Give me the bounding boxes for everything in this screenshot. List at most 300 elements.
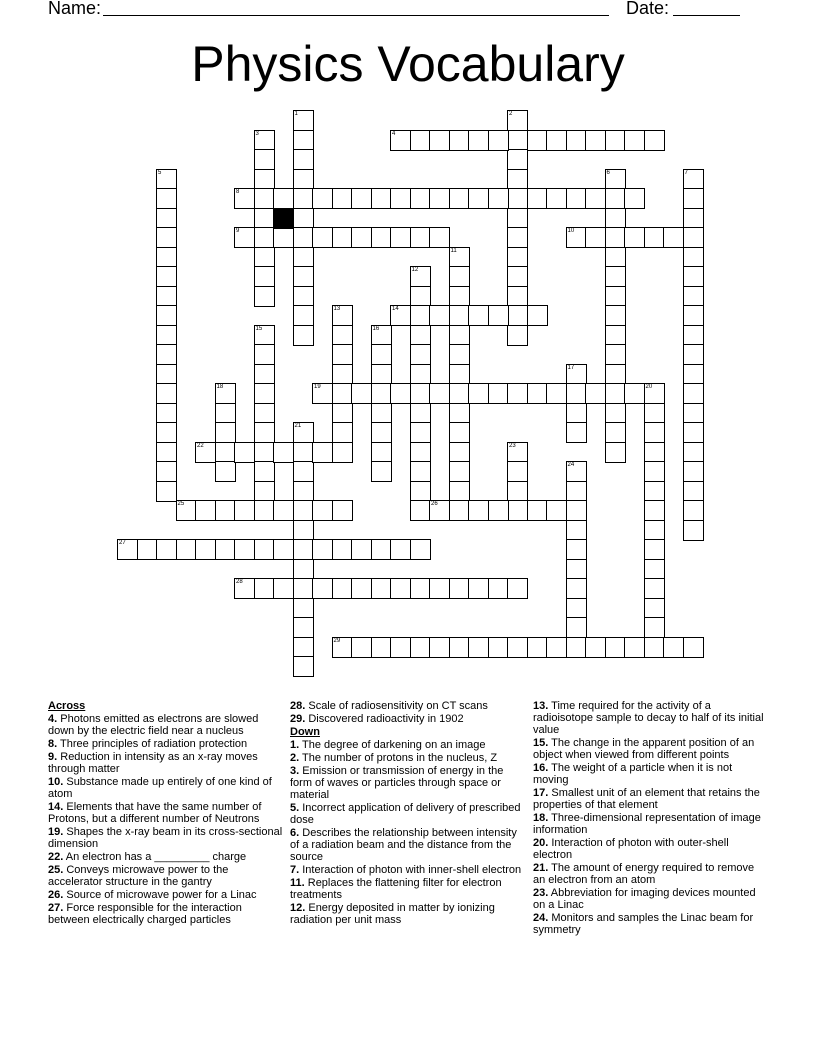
grid-cell[interactable] xyxy=(683,637,704,658)
grid-cell[interactable] xyxy=(410,344,431,365)
grid-cell[interactable] xyxy=(195,500,216,521)
grid-cell[interactable] xyxy=(507,637,528,658)
grid-cell[interactable] xyxy=(371,461,392,482)
grid-cell[interactable] xyxy=(410,578,431,599)
grid-cell[interactable] xyxy=(644,500,665,521)
grid-cell[interactable] xyxy=(507,481,528,502)
grid-cell[interactable] xyxy=(332,305,353,326)
grid-cell[interactable] xyxy=(293,422,314,443)
grid-cell[interactable] xyxy=(273,500,294,521)
grid-cell[interactable] xyxy=(390,539,411,560)
grid-cell[interactable] xyxy=(566,383,587,404)
grid-cell[interactable] xyxy=(254,364,275,385)
grid-cell[interactable] xyxy=(566,364,587,385)
grid-cell[interactable] xyxy=(410,130,431,151)
grid-cell[interactable] xyxy=(449,422,470,443)
grid-cell[interactable] xyxy=(624,637,645,658)
grid-cell[interactable] xyxy=(410,481,431,502)
grid-cell[interactable] xyxy=(683,422,704,443)
grid-cell[interactable] xyxy=(527,637,548,658)
grid-cell[interactable] xyxy=(371,442,392,463)
grid-cell[interactable] xyxy=(215,383,236,404)
grid-cell[interactable] xyxy=(507,461,528,482)
grid-cell[interactable] xyxy=(351,188,372,209)
grid-cell[interactable] xyxy=(683,481,704,502)
grid-cell[interactable] xyxy=(293,520,314,541)
grid-cell[interactable] xyxy=(449,637,470,658)
grid-cell[interactable] xyxy=(468,500,489,521)
grid-cell[interactable] xyxy=(605,442,626,463)
grid-cell[interactable] xyxy=(371,637,392,658)
grid-cell[interactable] xyxy=(156,481,177,502)
grid-cell[interactable] xyxy=(605,247,626,268)
grid-cell[interactable] xyxy=(683,364,704,385)
grid-cell[interactable] xyxy=(507,188,528,209)
grid-cell[interactable] xyxy=(566,403,587,424)
grid-cell[interactable] xyxy=(605,169,626,190)
grid-cell[interactable] xyxy=(293,325,314,346)
grid-cell[interactable] xyxy=(449,344,470,365)
grid-cell[interactable] xyxy=(644,617,665,638)
grid-cell[interactable] xyxy=(468,188,489,209)
grid-cell[interactable] xyxy=(644,383,665,404)
date-line[interactable] xyxy=(673,15,740,16)
grid-cell[interactable] xyxy=(156,227,177,248)
grid-cell[interactable] xyxy=(585,130,606,151)
grid-cell[interactable] xyxy=(195,539,216,560)
grid-cell[interactable] xyxy=(254,578,275,599)
grid-cell[interactable] xyxy=(507,208,528,229)
grid-cell[interactable] xyxy=(293,637,314,658)
grid-cell[interactable] xyxy=(293,247,314,268)
grid-cell[interactable] xyxy=(449,403,470,424)
grid-cell[interactable] xyxy=(156,266,177,287)
grid-cell[interactable] xyxy=(605,266,626,287)
grid-cell[interactable] xyxy=(683,286,704,307)
grid-cell[interactable] xyxy=(293,617,314,638)
grid-cell[interactable] xyxy=(566,422,587,443)
grid-cell[interactable] xyxy=(488,305,509,326)
grid-cell[interactable] xyxy=(468,305,489,326)
grid-cell[interactable] xyxy=(371,325,392,346)
grid-cell[interactable] xyxy=(410,364,431,385)
grid-cell[interactable] xyxy=(254,461,275,482)
grid-cell[interactable] xyxy=(566,578,587,599)
grid-cell[interactable] xyxy=(293,130,314,151)
grid-cell[interactable] xyxy=(683,520,704,541)
grid-cell[interactable] xyxy=(332,578,353,599)
grid-cell[interactable] xyxy=(332,442,353,463)
grid-cell[interactable] xyxy=(156,169,177,190)
grid-cell[interactable] xyxy=(507,383,528,404)
grid-cell[interactable] xyxy=(449,481,470,502)
grid-cell[interactable] xyxy=(507,500,528,521)
grid-cell[interactable] xyxy=(312,500,333,521)
grid-cell[interactable] xyxy=(156,442,177,463)
grid-cell[interactable] xyxy=(410,266,431,287)
grid-cell[interactable] xyxy=(429,305,450,326)
grid-cell[interactable] xyxy=(195,442,216,463)
grid-cell[interactable] xyxy=(527,383,548,404)
grid-cell[interactable] xyxy=(605,422,626,443)
grid-cell[interactable] xyxy=(449,578,470,599)
grid-cell[interactable] xyxy=(371,403,392,424)
grid-cell[interactable] xyxy=(527,500,548,521)
grid-cell[interactable] xyxy=(644,442,665,463)
grid-cell[interactable] xyxy=(215,442,236,463)
grid-cell[interactable] xyxy=(156,364,177,385)
grid-cell[interactable] xyxy=(332,188,353,209)
grid-cell[interactable] xyxy=(351,637,372,658)
grid-cell[interactable] xyxy=(546,188,567,209)
grid-cell[interactable] xyxy=(507,149,528,170)
grid-cell[interactable] xyxy=(215,539,236,560)
grid-cell[interactable] xyxy=(449,325,470,346)
grid-cell[interactable] xyxy=(449,247,470,268)
grid-cell[interactable] xyxy=(683,461,704,482)
grid-cell[interactable] xyxy=(371,539,392,560)
grid-cell[interactable] xyxy=(371,383,392,404)
grid-cell[interactable] xyxy=(390,188,411,209)
grid-cell[interactable] xyxy=(605,286,626,307)
grid-cell[interactable] xyxy=(683,169,704,190)
grid-cell[interactable] xyxy=(449,500,470,521)
grid-cell[interactable] xyxy=(293,598,314,619)
grid-cell[interactable] xyxy=(254,481,275,502)
grid-cell[interactable] xyxy=(507,266,528,287)
grid-cell[interactable] xyxy=(410,403,431,424)
grid-cell[interactable] xyxy=(254,422,275,443)
grid-cell[interactable] xyxy=(293,559,314,580)
grid-cell[interactable] xyxy=(585,188,606,209)
grid-cell[interactable] xyxy=(254,130,275,151)
grid-cell[interactable] xyxy=(683,325,704,346)
grid-cell[interactable] xyxy=(156,305,177,326)
grid-cell[interactable] xyxy=(605,305,626,326)
grid-cell[interactable] xyxy=(332,539,353,560)
grid-cell[interactable] xyxy=(156,344,177,365)
grid-cell[interactable] xyxy=(449,305,470,326)
grid-cell[interactable] xyxy=(488,188,509,209)
grid-cell[interactable] xyxy=(254,149,275,170)
grid-cell[interactable] xyxy=(605,130,626,151)
grid-cell[interactable] xyxy=(644,130,665,151)
grid-cell[interactable] xyxy=(683,500,704,521)
grid-cell[interactable] xyxy=(663,637,684,658)
grid-cell[interactable] xyxy=(312,442,333,463)
grid-cell[interactable] xyxy=(429,383,450,404)
grid-cell[interactable] xyxy=(546,383,567,404)
grid-cell[interactable] xyxy=(254,539,275,560)
grid-cell[interactable] xyxy=(293,149,314,170)
grid-cell[interactable] xyxy=(566,559,587,580)
grid-cell[interactable] xyxy=(293,227,314,248)
grid-cell[interactable] xyxy=(234,500,255,521)
grid-cell[interactable] xyxy=(332,325,353,346)
grid-cell[interactable] xyxy=(156,539,177,560)
grid-cell[interactable] xyxy=(624,227,645,248)
grid-cell[interactable] xyxy=(429,130,450,151)
grid-cell[interactable] xyxy=(410,539,431,560)
grid-cell[interactable] xyxy=(254,500,275,521)
grid-cell[interactable] xyxy=(663,227,684,248)
grid-cell[interactable] xyxy=(156,247,177,268)
grid-cell[interactable] xyxy=(254,344,275,365)
grid-cell[interactable] xyxy=(410,637,431,658)
grid-cell[interactable] xyxy=(176,500,197,521)
grid-cell[interactable] xyxy=(507,247,528,268)
grid-cell[interactable] xyxy=(332,637,353,658)
grid-cell[interactable] xyxy=(624,383,645,404)
grid-cell[interactable] xyxy=(234,188,255,209)
grid-cell[interactable] xyxy=(234,578,255,599)
grid-cell[interactable] xyxy=(507,578,528,599)
grid-cell[interactable] xyxy=(293,481,314,502)
grid-cell[interactable] xyxy=(644,461,665,482)
grid-cell[interactable] xyxy=(683,208,704,229)
grid-cell[interactable] xyxy=(390,637,411,658)
grid-cell[interactable] xyxy=(546,637,567,658)
grid-cell[interactable] xyxy=(410,227,431,248)
grid-cell[interactable] xyxy=(410,188,431,209)
grid-cell[interactable] xyxy=(566,461,587,482)
grid-cell[interactable] xyxy=(683,227,704,248)
grid-cell[interactable] xyxy=(644,403,665,424)
grid-cell[interactable] xyxy=(683,305,704,326)
grid-cell[interactable] xyxy=(449,286,470,307)
grid-cell[interactable] xyxy=(566,188,587,209)
grid-cell[interactable] xyxy=(410,422,431,443)
grid-cell[interactable] xyxy=(312,578,333,599)
grid-cell[interactable] xyxy=(390,383,411,404)
grid-cell[interactable] xyxy=(156,325,177,346)
grid-cell[interactable] xyxy=(293,539,314,560)
grid-cell[interactable] xyxy=(371,422,392,443)
grid-cell[interactable] xyxy=(410,305,431,326)
grid-cell[interactable] xyxy=(527,130,548,151)
grid-cell[interactable] xyxy=(156,286,177,307)
grid-cell[interactable] xyxy=(156,208,177,229)
grid-cell[interactable] xyxy=(449,188,470,209)
grid-cell[interactable] xyxy=(312,188,333,209)
grid-cell[interactable] xyxy=(488,578,509,599)
grid-cell[interactable] xyxy=(215,422,236,443)
grid-cell[interactable] xyxy=(468,578,489,599)
grid-cell[interactable] xyxy=(566,598,587,619)
grid-cell[interactable] xyxy=(605,325,626,346)
grid-cell[interactable] xyxy=(410,383,431,404)
grid-cell[interactable] xyxy=(605,344,626,365)
grid-cell[interactable] xyxy=(156,461,177,482)
grid-cell[interactable] xyxy=(507,286,528,307)
grid-cell[interactable] xyxy=(293,110,314,131)
grid-cell[interactable] xyxy=(371,227,392,248)
grid-cell[interactable] xyxy=(507,110,528,131)
grid-cell[interactable] xyxy=(624,188,645,209)
grid-cell[interactable] xyxy=(644,559,665,580)
grid-cell[interactable] xyxy=(156,422,177,443)
grid-cell[interactable] xyxy=(312,539,333,560)
grid-cell[interactable] xyxy=(585,637,606,658)
grid-cell[interactable] xyxy=(566,520,587,541)
grid-cell[interactable] xyxy=(410,286,431,307)
grid-cell[interactable] xyxy=(644,598,665,619)
grid-cell[interactable] xyxy=(293,442,314,463)
grid-cell[interactable] xyxy=(449,364,470,385)
grid-cell[interactable] xyxy=(254,227,275,248)
grid-cell[interactable] xyxy=(683,188,704,209)
grid-cell[interactable] xyxy=(488,383,509,404)
grid-cell[interactable] xyxy=(605,637,626,658)
grid-cell[interactable] xyxy=(254,266,275,287)
grid-cell[interactable] xyxy=(507,442,528,463)
grid-cell[interactable] xyxy=(683,266,704,287)
grid-cell[interactable] xyxy=(605,208,626,229)
grid-cell[interactable] xyxy=(624,130,645,151)
grid-cell[interactable] xyxy=(683,403,704,424)
grid-cell[interactable] xyxy=(468,130,489,151)
grid-cell[interactable] xyxy=(273,442,294,463)
grid-cell[interactable] xyxy=(215,461,236,482)
grid-cell[interactable] xyxy=(371,188,392,209)
grid-cell[interactable] xyxy=(683,442,704,463)
grid-cell[interactable] xyxy=(644,481,665,502)
grid-cell[interactable] xyxy=(507,305,528,326)
grid-cell[interactable] xyxy=(585,383,606,404)
grid-cell[interactable] xyxy=(156,188,177,209)
grid-cell[interactable] xyxy=(254,188,275,209)
grid-cell[interactable] xyxy=(293,188,314,209)
grid-cell[interactable] xyxy=(293,266,314,287)
grid-cell[interactable] xyxy=(176,539,197,560)
name-line[interactable] xyxy=(103,15,609,16)
grid-cell[interactable] xyxy=(332,227,353,248)
grid-cell[interactable] xyxy=(605,188,626,209)
grid-cell[interactable] xyxy=(156,383,177,404)
grid-cell[interactable] xyxy=(449,461,470,482)
grid-cell[interactable] xyxy=(332,422,353,443)
grid-cell[interactable] xyxy=(371,364,392,385)
grid-cell[interactable] xyxy=(234,227,255,248)
grid-cell[interactable] xyxy=(468,383,489,404)
grid-cell[interactable] xyxy=(390,130,411,151)
grid-cell[interactable] xyxy=(254,442,275,463)
grid-cell[interactable] xyxy=(254,169,275,190)
grid-cell[interactable] xyxy=(273,539,294,560)
grid-cell[interactable] xyxy=(390,578,411,599)
grid-cell[interactable] xyxy=(293,305,314,326)
grid-cell[interactable] xyxy=(293,286,314,307)
grid-cell[interactable] xyxy=(351,539,372,560)
grid-cell[interactable] xyxy=(429,188,450,209)
grid-cell[interactable] xyxy=(488,500,509,521)
grid-cell[interactable] xyxy=(117,539,138,560)
grid-cell[interactable] xyxy=(507,130,528,151)
grid-cell[interactable] xyxy=(410,442,431,463)
grid-cell[interactable] xyxy=(332,383,353,404)
grid-cell[interactable] xyxy=(468,637,489,658)
grid-cell[interactable] xyxy=(683,344,704,365)
grid-cell[interactable] xyxy=(546,500,567,521)
grid-cell[interactable] xyxy=(351,578,372,599)
grid-cell[interactable] xyxy=(371,578,392,599)
grid-cell[interactable] xyxy=(566,637,587,658)
grid-cell[interactable] xyxy=(215,403,236,424)
grid-cell[interactable] xyxy=(429,500,450,521)
grid-cell[interactable] xyxy=(254,247,275,268)
grid-cell[interactable] xyxy=(293,208,314,229)
grid-cell[interactable] xyxy=(293,656,314,677)
grid-cell[interactable] xyxy=(488,637,509,658)
grid-cell[interactable] xyxy=(390,227,411,248)
grid-cell[interactable] xyxy=(429,578,450,599)
grid-cell[interactable] xyxy=(332,403,353,424)
grid-cell[interactable] xyxy=(605,364,626,385)
grid-cell[interactable] xyxy=(254,325,275,346)
grid-cell[interactable] xyxy=(507,227,528,248)
grid-cell[interactable] xyxy=(566,617,587,638)
grid-cell[interactable] xyxy=(429,227,450,248)
grid-cell[interactable] xyxy=(527,305,548,326)
grid-cell[interactable] xyxy=(254,208,275,229)
grid-cell[interactable] xyxy=(605,227,626,248)
grid-cell[interactable] xyxy=(644,637,665,658)
grid-cell[interactable] xyxy=(410,461,431,482)
grid-cell[interactable] xyxy=(293,461,314,482)
grid-cell[interactable] xyxy=(585,227,606,248)
grid-cell[interactable] xyxy=(410,325,431,346)
grid-cell[interactable] xyxy=(332,344,353,365)
grid-cell[interactable] xyxy=(234,442,255,463)
grid-cell[interactable] xyxy=(507,325,528,346)
grid-cell[interactable] xyxy=(156,403,177,424)
grid-cell[interactable] xyxy=(254,403,275,424)
grid-cell[interactable] xyxy=(273,578,294,599)
grid-cell[interactable] xyxy=(449,130,470,151)
grid-cell[interactable] xyxy=(605,403,626,424)
grid-cell[interactable] xyxy=(351,227,372,248)
grid-cell[interactable] xyxy=(312,227,333,248)
grid-cell[interactable] xyxy=(254,286,275,307)
grid-cell[interactable] xyxy=(293,169,314,190)
grid-cell[interactable] xyxy=(683,383,704,404)
grid-cell[interactable] xyxy=(605,383,626,404)
grid-cell[interactable] xyxy=(293,578,314,599)
grid-cell[interactable] xyxy=(546,130,567,151)
grid-cell[interactable] xyxy=(566,500,587,521)
grid-cell[interactable] xyxy=(273,188,294,209)
grid-cell[interactable] xyxy=(371,344,392,365)
grid-cell[interactable] xyxy=(449,266,470,287)
grid-cell[interactable] xyxy=(644,227,665,248)
grid-cell[interactable] xyxy=(527,188,548,209)
grid-cell[interactable] xyxy=(566,481,587,502)
grid-cell[interactable] xyxy=(449,442,470,463)
grid-cell[interactable] xyxy=(234,539,255,560)
grid-cell[interactable] xyxy=(566,539,587,560)
grid-cell[interactable] xyxy=(566,130,587,151)
grid-cell[interactable] xyxy=(566,227,587,248)
grid-cell[interactable] xyxy=(273,227,294,248)
grid-cell[interactable] xyxy=(390,305,411,326)
grid-cell[interactable] xyxy=(332,500,353,521)
grid-cell[interactable] xyxy=(137,539,158,560)
grid-cell[interactable] xyxy=(410,500,431,521)
grid-cell[interactable] xyxy=(429,637,450,658)
grid-cell[interactable] xyxy=(644,520,665,541)
grid-cell[interactable] xyxy=(351,383,372,404)
grid-cell[interactable] xyxy=(215,500,236,521)
